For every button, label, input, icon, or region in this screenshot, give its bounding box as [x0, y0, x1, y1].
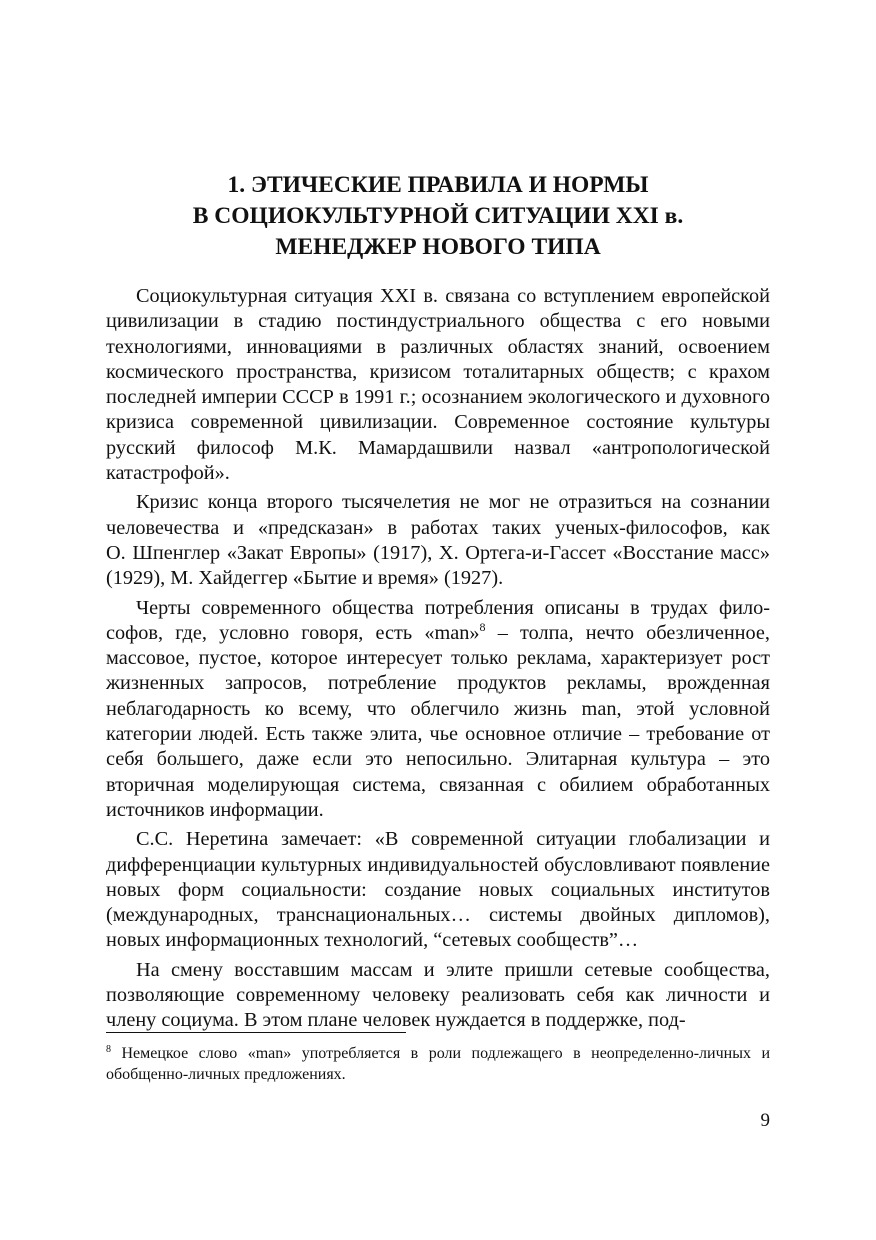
chapter-title-line-2: В СОЦИОКУЛЬТУРНОЙ СИТУАЦИИ XXI в.	[192, 203, 684, 229]
page-number: 9	[760, 1110, 770, 1131]
paragraph-3	[106, 596, 770, 824]
paragraph-3-text-end: – толпа, нечто обезличенное, массовое, пустое, которое интересует только реклама, характеризует рост жизненных запросов, потребление продуктов рекламы, врожденная неблагодарность ко всему, что облегчило жизнь man, этой условной категории людей. Есть также элита, чье основное отличие – требование от себя большего, даже если это непосильно. Элитарная культура – это вторичная моделирующая система, связанная с обилием обработанных источников информации.	[106, 621, 770, 821]
footnote-reference: 8	[479, 619, 486, 634]
chapter-title-line-3: МЕНЕДЖЕР НОВОГО ТИПА	[275, 234, 601, 260]
chapter-title-line-1: 1. ЭТИЧЕСКИЕ ПРАВИЛА И НОРМЫ	[227, 172, 649, 198]
footnote-text: Немецкое слово «man» употребляется в роли подлежащего в неопределенно-личных и обобщенно-личных предложениях.	[106, 1045, 770, 1083]
footnote	[106, 1043, 770, 1085]
paragraph-2: Кризис конца второго тысячелетия не мог не отразиться на сознании человечества и «предсказан» в работах таких ученых-философов, как О. Шпенглер «Закат Европы» (1917), Х. Ортега-и-Гассет «Восстание масс» (1929), М. Хайдеггер «Бытие и время» (1927).	[106, 491, 770, 590]
paragraph-1: Социокультурная ситуация XXI в. связана со вступлением европейской цивилизации в стадию постиндустриального общества с его новыми технологиями, инновациями в различных областях знаний, освоением космического пространства, кризисом тоталитарных обществ; с крахом последней империи СССР в 1991 г.; осознанием экологического и духовного кризиса современной цивилизации. Современное состояние культуры русский философ М.К. Мамардашвили назвал «антропологической катастрофой».	[106, 285, 770, 485]
chapter-title	[106, 170, 770, 263]
paragraph-5: На смену восставшим массам и элите пришли сетевые сообщества, позволяющие современному человеку реализовать себя как личности и члену социума. В этом плане человек нуждается в поддержке, под-	[106, 958, 770, 1032]
paragraph-4: С.С. Неретина замечает: «В современной ситуации глобализации и дифференциации культурных индивидуальностей обусловливают появление новых форм социальности: создание новых социальных институтов (международных, транснациональных… системы двойных дипломов), новых информационных технологий, “сетевых сообществ”…	[106, 828, 770, 952]
footnote-number: 8	[106, 1044, 111, 1055]
paragraph-3-text-start: Черты современного общества потребления описаны в трудах философов, где, условно говоря, есть «man»	[106, 596, 770, 644]
footnote-separator	[106, 1032, 406, 1033]
body-text	[106, 284, 770, 1038]
